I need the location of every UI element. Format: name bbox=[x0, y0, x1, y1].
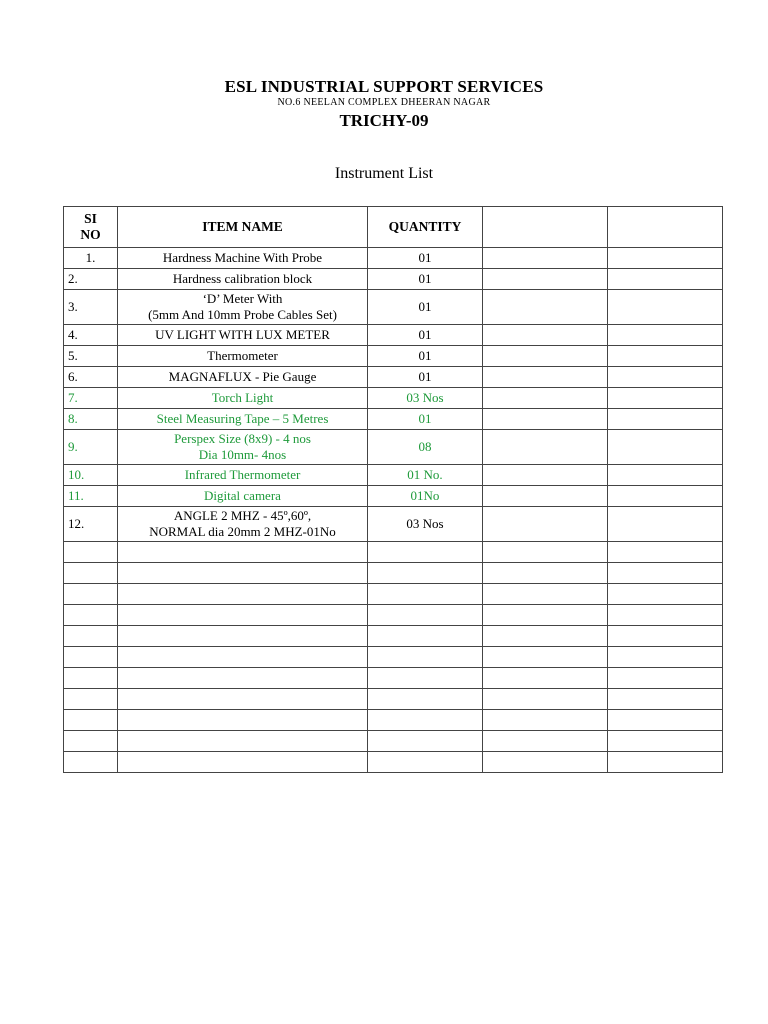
cell-empty bbox=[483, 248, 608, 269]
cell-si-no: 8. bbox=[64, 409, 118, 430]
cell-empty bbox=[608, 626, 723, 647]
cell-empty bbox=[608, 269, 723, 290]
cell-empty bbox=[608, 486, 723, 507]
item-name-line1: Torch Light bbox=[211, 390, 274, 405]
cell-empty bbox=[483, 367, 608, 388]
cell-empty bbox=[608, 668, 723, 689]
cell-empty bbox=[608, 563, 723, 584]
cell-empty bbox=[118, 710, 368, 731]
cell-quantity: 01 bbox=[368, 269, 483, 290]
cell-si-no: 10. bbox=[64, 465, 118, 486]
cell-item-name bbox=[118, 269, 368, 290]
company-name: ESL INDUSTRIAL SUPPORT SERVICES bbox=[224, 77, 544, 96]
cell-quantity: 03 Nos bbox=[368, 388, 483, 409]
cell-empty bbox=[483, 710, 608, 731]
cell-item-name bbox=[118, 346, 368, 367]
cell-empty bbox=[608, 647, 723, 668]
cell-empty bbox=[608, 430, 723, 465]
cell-empty bbox=[483, 605, 608, 626]
item-name-line1: Infrared Thermometer bbox=[184, 467, 301, 482]
cell-empty bbox=[483, 269, 608, 290]
table-row bbox=[64, 430, 723, 465]
cell-empty bbox=[118, 731, 368, 752]
cell-item-name bbox=[118, 367, 368, 388]
cell-empty bbox=[64, 668, 118, 689]
blank-row bbox=[64, 710, 723, 731]
cell-empty bbox=[64, 563, 118, 584]
cell-empty bbox=[608, 367, 723, 388]
cell-empty bbox=[368, 605, 483, 626]
header-extra-1 bbox=[483, 207, 608, 248]
cell-si-no: 6. bbox=[64, 367, 118, 388]
table-row bbox=[64, 346, 723, 367]
cell-item-name bbox=[118, 465, 368, 486]
cell-empty bbox=[483, 409, 608, 430]
item-name-line1: Steel Measuring Tape – 5 Metres bbox=[156, 411, 329, 426]
cell-si-no: 11. bbox=[64, 486, 118, 507]
item-name-line1: ANGLE 2 MHZ - 45º,60º, bbox=[173, 508, 312, 523]
cell-quantity: 01 bbox=[368, 290, 483, 325]
cell-quantity: 01 bbox=[368, 409, 483, 430]
cell-empty bbox=[483, 647, 608, 668]
cell-empty bbox=[608, 689, 723, 710]
cell-si-no: 1. bbox=[64, 248, 118, 269]
header-item-name: ITEM NAME bbox=[118, 207, 368, 248]
cell-empty bbox=[483, 584, 608, 605]
cell-empty bbox=[64, 626, 118, 647]
cell-empty bbox=[483, 465, 608, 486]
cell-empty bbox=[368, 689, 483, 710]
table-row bbox=[64, 388, 723, 409]
item-name-line2: NORMAL dia 20mm 2 MHZ-01No bbox=[149, 524, 336, 539]
header-extra-2 bbox=[608, 207, 723, 248]
cell-empty bbox=[64, 542, 118, 563]
cell-empty bbox=[483, 689, 608, 710]
blank-row bbox=[64, 563, 723, 584]
blank-row bbox=[64, 647, 723, 668]
cell-empty bbox=[608, 388, 723, 409]
cell-empty bbox=[118, 689, 368, 710]
table-row bbox=[64, 367, 723, 388]
cell-empty bbox=[64, 647, 118, 668]
cell-empty bbox=[64, 584, 118, 605]
cell-empty bbox=[608, 584, 723, 605]
cell-si-no: 3. bbox=[64, 290, 118, 325]
cell-empty bbox=[118, 605, 368, 626]
cell-quantity: 01 bbox=[368, 346, 483, 367]
cell-empty bbox=[608, 290, 723, 325]
item-name-line1: Perspex Size (8x9) - 4 nos bbox=[174, 431, 311, 446]
cell-item-name bbox=[118, 507, 368, 542]
table-row bbox=[64, 325, 723, 346]
cell-quantity: 01No bbox=[368, 486, 483, 507]
cell-empty bbox=[483, 290, 608, 325]
cell-item-name bbox=[118, 248, 368, 269]
blank-row bbox=[64, 542, 723, 563]
item-name-line2: Dia 10mm- 4nos bbox=[198, 447, 287, 462]
cell-empty bbox=[483, 430, 608, 465]
cell-item-name bbox=[118, 430, 368, 465]
cell-empty bbox=[368, 626, 483, 647]
table-row bbox=[64, 486, 723, 507]
cell-empty bbox=[368, 752, 483, 773]
cell-quantity: 01 bbox=[368, 325, 483, 346]
cell-item-name bbox=[118, 325, 368, 346]
cell-quantity: 01 bbox=[368, 367, 483, 388]
cell-empty bbox=[608, 507, 723, 542]
blank-row bbox=[64, 689, 723, 710]
cell-empty bbox=[368, 563, 483, 584]
blank-row bbox=[64, 584, 723, 605]
blank-row bbox=[64, 605, 723, 626]
cell-empty bbox=[118, 542, 368, 563]
cell-empty bbox=[608, 248, 723, 269]
cell-empty bbox=[608, 731, 723, 752]
cell-empty bbox=[368, 584, 483, 605]
cell-quantity: 01 No. bbox=[368, 465, 483, 486]
blank-row bbox=[64, 731, 723, 752]
header-si-no-line2: NO bbox=[80, 227, 101, 242]
cell-empty bbox=[64, 605, 118, 626]
cell-empty bbox=[118, 752, 368, 773]
cell-empty bbox=[483, 563, 608, 584]
blank-row bbox=[64, 752, 723, 773]
cell-item-name bbox=[118, 409, 368, 430]
cell-quantity: 03 Nos bbox=[368, 507, 483, 542]
header-quantity: QUANTITY bbox=[368, 207, 483, 248]
header-si-no-line1: SI bbox=[84, 211, 97, 226]
cell-empty bbox=[483, 626, 608, 647]
cell-empty bbox=[483, 731, 608, 752]
cell-empty bbox=[368, 542, 483, 563]
cell-si-no: 12. bbox=[64, 507, 118, 542]
instrument-table bbox=[63, 206, 723, 773]
cell-empty bbox=[118, 668, 368, 689]
table-row bbox=[64, 269, 723, 290]
cell-empty bbox=[608, 325, 723, 346]
cell-empty bbox=[608, 409, 723, 430]
cell-quantity: 01 bbox=[368, 248, 483, 269]
header-si-no bbox=[64, 207, 118, 248]
cell-si-no: 2. bbox=[64, 269, 118, 290]
cell-empty bbox=[64, 710, 118, 731]
cell-item-name bbox=[118, 486, 368, 507]
cell-empty bbox=[368, 647, 483, 668]
cell-empty bbox=[368, 731, 483, 752]
cell-empty bbox=[608, 346, 723, 367]
blank-row bbox=[64, 626, 723, 647]
item-name-line2: (5mm And 10mm Probe Cables Set) bbox=[148, 307, 337, 322]
item-name-line1: MAGNAFLUX - Pie Gauge bbox=[168, 369, 317, 384]
item-name-line1: Thermometer bbox=[207, 348, 278, 363]
item-name-line1: UV LIGHT WITH LUX METER bbox=[155, 327, 330, 342]
cell-empty bbox=[483, 388, 608, 409]
table-row bbox=[64, 248, 723, 269]
document-title: Instrument List bbox=[334, 165, 434, 182]
item-name-line1: Hardness Machine With Probe bbox=[162, 250, 323, 265]
company-address: NO.6 NEELAN COMPLEX DHEERAN NAGAR bbox=[277, 97, 491, 108]
cell-empty bbox=[118, 626, 368, 647]
company-city: TRICHY-09 bbox=[339, 111, 429, 130]
cell-quantity: 08 bbox=[368, 430, 483, 465]
table-row bbox=[64, 409, 723, 430]
cell-empty bbox=[118, 563, 368, 584]
cell-empty bbox=[483, 668, 608, 689]
item-name-line1: Digital camera bbox=[204, 488, 281, 503]
cell-item-name bbox=[118, 388, 368, 409]
cell-empty bbox=[608, 465, 723, 486]
cell-empty bbox=[118, 647, 368, 668]
cell-empty bbox=[64, 689, 118, 710]
cell-si-no: 9. bbox=[64, 430, 118, 465]
cell-empty bbox=[368, 668, 483, 689]
item-name-line1: ‘D’ Meter With bbox=[202, 291, 283, 306]
table-row bbox=[64, 507, 723, 542]
cell-empty bbox=[483, 752, 608, 773]
table-row bbox=[64, 290, 723, 325]
cell-empty bbox=[608, 710, 723, 731]
cell-item-name bbox=[118, 290, 368, 325]
cell-si-no: 5. bbox=[64, 346, 118, 367]
cell-si-no: 4. bbox=[64, 325, 118, 346]
cell-empty bbox=[483, 507, 608, 542]
cell-empty bbox=[608, 605, 723, 626]
blank-row bbox=[64, 668, 723, 689]
cell-empty bbox=[608, 752, 723, 773]
cell-empty bbox=[368, 710, 483, 731]
cell-empty bbox=[64, 752, 118, 773]
table-header-row bbox=[64, 207, 723, 248]
cell-empty bbox=[483, 542, 608, 563]
cell-empty bbox=[64, 731, 118, 752]
item-name-line1: Hardness calibration block bbox=[172, 271, 313, 286]
cell-empty bbox=[608, 542, 723, 563]
cell-empty bbox=[118, 584, 368, 605]
table-row bbox=[64, 465, 723, 486]
cell-si-no: 7. bbox=[64, 388, 118, 409]
cell-empty bbox=[483, 346, 608, 367]
cell-empty bbox=[483, 486, 608, 507]
cell-empty bbox=[483, 325, 608, 346]
